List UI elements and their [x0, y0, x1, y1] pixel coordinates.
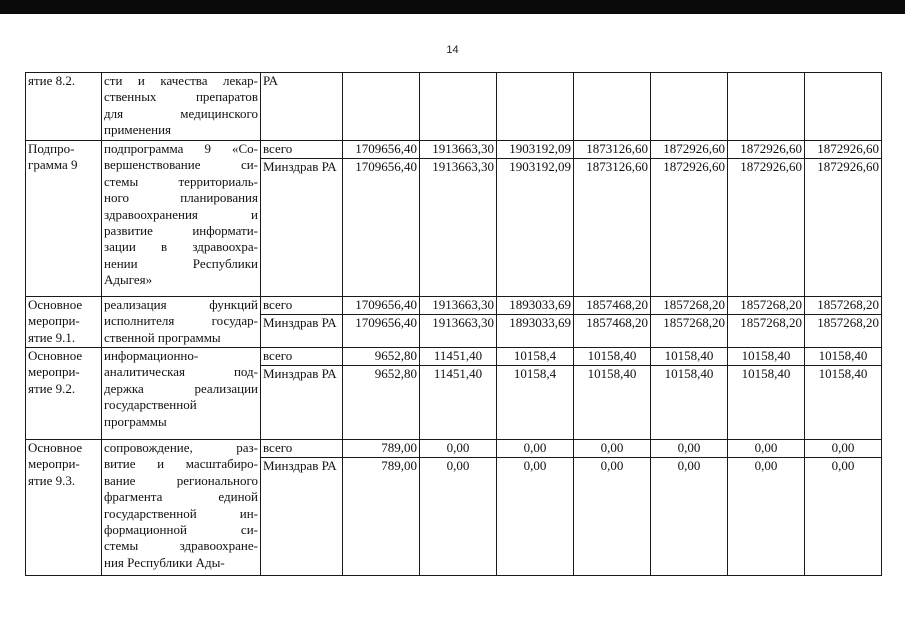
amount-cell — [728, 73, 805, 141]
description-line: ного планирования — [104, 190, 258, 206]
measure-name-cell: Основное меропри- ятие 9.1. — [26, 297, 102, 348]
description-line: формационной си- — [104, 522, 258, 538]
amount-cell — [805, 73, 882, 141]
amount-cell: 10158,40 — [574, 366, 651, 440]
description-line: программы — [104, 413, 167, 429]
description-line: здравоохранения и — [104, 206, 258, 222]
description-line: сти и качества лекар- — [104, 73, 258, 88]
amount-cell: 11451,40 — [420, 366, 497, 440]
description-line: ния Республики Ады- — [104, 554, 225, 570]
measure-name-cell: Основное меропри- ятие 9.2. — [26, 348, 102, 440]
table-body — [26, 73, 882, 576]
amount-cell: 9652,80 — [343, 348, 420, 366]
description-line: ственных препаратов — [104, 89, 258, 105]
amount-cell: 10158,40 — [805, 348, 882, 366]
table-row — [26, 348, 882, 366]
amount-cell — [343, 73, 420, 141]
amount-cell: 1913663,30 — [420, 141, 497, 159]
description-line: подпрограмма 9 «Со- — [104, 141, 258, 156]
amount-cell: 1872926,60 — [651, 141, 728, 159]
amount-cell — [420, 73, 497, 141]
amount-cell: 0,00 — [497, 458, 574, 576]
amount-cell: 1903192,09 — [497, 141, 574, 159]
description-line: зации в здравоохра- — [104, 239, 258, 255]
description-line: вершенствование си- — [104, 157, 258, 173]
measure-description-cell — [102, 297, 261, 348]
description-line: вание регионального — [104, 472, 258, 488]
amount-cell: 1893033,69 — [497, 315, 574, 348]
description-line: развитие информати- — [104, 223, 258, 239]
amount-cell: 0,00 — [651, 458, 728, 576]
amount-cell: 11451,40 — [420, 348, 497, 366]
amount-cell: 10158,40 — [651, 348, 728, 366]
amount-cell: 1872926,60 — [651, 159, 728, 297]
measure-name-cell: ятие 8.2. — [26, 73, 102, 141]
amount-cell: 1903192,09 — [497, 159, 574, 297]
amount-cell: 1857268,20 — [651, 297, 728, 315]
amount-cell: 9652,80 — [343, 366, 420, 440]
description-line: исполнителя государ- — [104, 313, 258, 329]
description-line: витие и масштабиро- — [104, 456, 258, 472]
amount-cell: 1913663,30 — [420, 159, 497, 297]
funding-source-cell: Минздрав РА — [261, 315, 343, 348]
measure-name-cell: Подпро- грамма 9 — [26, 141, 102, 297]
amount-cell: 1857268,20 — [805, 315, 882, 348]
amount-cell: 1872926,60 — [805, 141, 882, 159]
description-line: стемы здравоохране- — [104, 538, 258, 554]
amount-cell: 1873126,60 — [574, 159, 651, 297]
funding-source-cell: всего — [261, 297, 343, 315]
amount-cell: 0,00 — [728, 458, 805, 576]
description-line: ственной программы — [104, 329, 221, 345]
amount-cell: 1709656,40 — [343, 315, 420, 348]
description-line: держка реализации — [104, 380, 258, 396]
amount-cell: 0,00 — [805, 458, 882, 576]
funding-source-cell: Минздрав РА — [261, 458, 343, 576]
description-line: аналитическая под- — [104, 364, 258, 380]
amount-cell: 10158,4 — [497, 366, 574, 440]
amount-cell: 1857268,20 — [728, 315, 805, 348]
amount-cell: 10158,40 — [651, 366, 728, 440]
table-row — [26, 141, 882, 159]
amount-cell: 1857268,20 — [728, 297, 805, 315]
amount-cell: 1913663,30 — [420, 315, 497, 348]
amount-cell: 789,00 — [343, 440, 420, 458]
measure-description-cell — [102, 440, 261, 576]
table-row — [26, 440, 882, 458]
funding-source-cell: Минздрав РА — [261, 366, 343, 440]
amount-cell: 10158,4 — [497, 348, 574, 366]
funding-source-cell: РА — [261, 73, 343, 141]
description-line: фрагмента единой — [104, 489, 258, 505]
amount-cell: 0,00 — [805, 440, 882, 458]
funding-source-cell: всего — [261, 440, 343, 458]
amount-cell: 10158,40 — [728, 366, 805, 440]
amount-cell: 1709656,40 — [343, 297, 420, 315]
amount-cell: 10158,40 — [805, 366, 882, 440]
funding-source-cell: всего — [261, 348, 343, 366]
amount-cell: 1857268,20 — [805, 297, 882, 315]
description-line: нении Республики — [104, 255, 258, 271]
description-line: государственной ин- — [104, 505, 258, 521]
description-line: для медицинского — [104, 105, 258, 121]
amount-cell: 0,00 — [420, 440, 497, 458]
measure-name-cell: Основное меропри- ятие 9.3. — [26, 440, 102, 576]
description-line: реализация функций — [104, 297, 258, 312]
table-row — [26, 297, 882, 315]
amount-cell — [574, 73, 651, 141]
amount-cell: 1872926,60 — [805, 159, 882, 297]
amount-cell: 1872926,60 — [728, 159, 805, 297]
amount-cell: 1913663,30 — [420, 297, 497, 315]
description-line: сопровождение, раз- — [104, 440, 258, 455]
amount-cell: 1857268,20 — [651, 315, 728, 348]
amount-cell: 0,00 — [574, 458, 651, 576]
description-line: применения — [104, 122, 172, 138]
page-number: 14 — [446, 44, 459, 56]
amount-cell: 1857468,20 — [574, 315, 651, 348]
amount-cell: 0,00 — [728, 440, 805, 458]
amount-cell — [497, 73, 574, 141]
amount-cell: 0,00 — [497, 440, 574, 458]
funding-source-cell: Минздрав РА — [261, 159, 343, 297]
amount-cell: 1893033,69 — [497, 297, 574, 315]
amount-cell: 0,00 — [420, 458, 497, 576]
measure-description-cell — [102, 73, 261, 141]
amount-cell: 10158,40 — [728, 348, 805, 366]
budget-table — [25, 72, 882, 576]
amount-cell — [651, 73, 728, 141]
amount-cell: 1857468,20 — [574, 297, 651, 315]
funding-source-cell: всего — [261, 141, 343, 159]
amount-cell: 1709656,40 — [343, 159, 420, 297]
amount-cell: 10158,40 — [574, 348, 651, 366]
description-line: государственной — [104, 397, 197, 413]
amount-cell: 1709656,40 — [343, 141, 420, 159]
measure-description-cell — [102, 348, 261, 440]
description-line: Адыгея» — [104, 272, 153, 288]
amount-cell: 0,00 — [574, 440, 651, 458]
amount-cell: 1872926,60 — [728, 141, 805, 159]
scan-top-edge — [0, 0, 905, 14]
measure-description-cell — [102, 141, 261, 297]
amount-cell: 789,00 — [343, 458, 420, 576]
table-row — [26, 73, 882, 141]
amount-cell: 1873126,60 — [574, 141, 651, 159]
amount-cell: 0,00 — [651, 440, 728, 458]
description-line: стемы территориаль- — [104, 173, 258, 189]
description-line: информационно- — [104, 348, 199, 363]
